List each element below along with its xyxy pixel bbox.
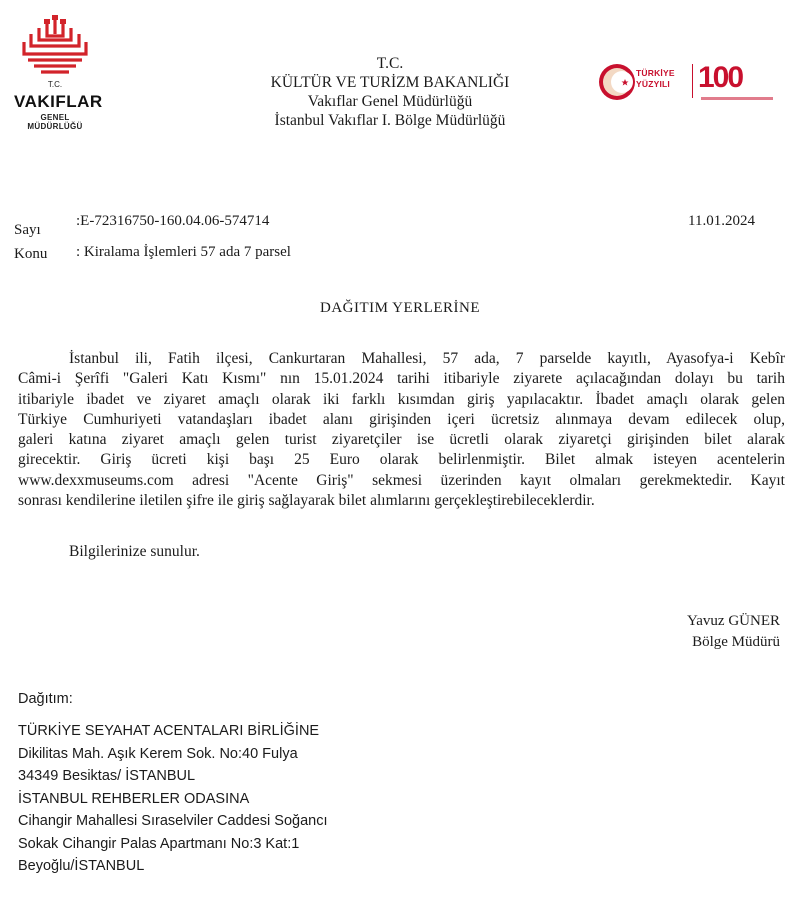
logo-name-text: VAKIFLAR <box>14 92 103 111</box>
turkiye-yuzyili-logo <box>598 60 778 110</box>
logo-sub-text: GENEL MÜDÜRLÜĞÜ <box>27 113 83 131</box>
distribution-line: Sokak Cihangir Palas Apartmanı No:3 Kat:1 <box>18 835 300 852</box>
header-ministry: KÜLTÜR VE TURİZM BAKANLIĞI <box>270 74 510 91</box>
distribution-list <box>18 720 327 878</box>
body-line: sonrası kendilerine iletilen şifre ile giriş sağlayarak bilet alımlarını gerçekleştirebileceklerdir. <box>18 492 595 510</box>
body-line: itibariyle ibadet ve ziyaret amaçlı olarak iki farklı kısımdan giriş yapılacaktır. İbadet amaçlı olarak gelen <box>18 390 785 408</box>
logo-tc-text: T.C. <box>47 80 63 89</box>
distribution-line: Beyoğlu/İSTANBUL <box>18 858 145 874</box>
distribution-line: Cihangir Mahallesi Sıraselviler Caddesi Soğancı <box>18 813 328 829</box>
vakiflar-logo <box>14 14 103 131</box>
sayi-value: :E-72316750-160.04.06-574714 <box>76 213 270 229</box>
body-line: Türkiye Cumhuriyeti vatandaşları ibadet alanı girişinden içeri ücretsiz alınmaya devam edilecek olup, <box>18 410 785 428</box>
distribution-line: İSTANBUL REHBERLER ODASINA <box>18 790 250 807</box>
body-line: İstanbul ili, Fatih ilçesi, Cankurtaran Mahallesi, 57 ada, 7 parselde kayıtlı, Ayasofya-i Kebîr <box>69 350 785 367</box>
distribution-label: Dağıtım: <box>18 691 73 707</box>
konu-value: : Kiralama İşlemleri 57 ada 7 parsel <box>76 244 291 260</box>
body-line: Câmi-i Şerîfi "Galeri Katı Kısmı" nın 15.01.2024 tarihi itibariyle ziyarete açılacağından dolayı bu tarih <box>18 370 785 388</box>
closing-text: Bilgilerinize sunulur. <box>69 543 200 560</box>
logo-turkiye-text: TÜRKİYE <box>636 68 675 78</box>
distribution-line: Dikilitas Mah. Aşık Kerem Sok. No:40 Fulya <box>18 745 298 762</box>
signature-block <box>560 611 780 653</box>
logo-tagline-bar <box>701 97 773 100</box>
document-title: DAĞITIM YERLERİNE <box>319 300 480 316</box>
signatory-title: Bölge Müdürü <box>692 634 780 650</box>
logo-100-text: 100 <box>698 61 743 94</box>
distribution-line: 34349 Besiktas/ İSTANBUL <box>18 768 196 784</box>
header-regional: İstanbul Vakıflar I. Bölge Müdürlüğü <box>274 112 506 129</box>
body-paragraph <box>18 349 785 511</box>
distribution-line: TÜRKİYE SEYAHAT ACENTALARI BİRLİĞİNE <box>18 723 320 739</box>
logo-yuzyili-text: YÜZYILI <box>636 79 670 89</box>
header-tc: T.C. <box>376 55 404 72</box>
logo-separator <box>692 64 693 98</box>
letterhead <box>200 54 580 130</box>
konu-label: Konu <box>14 246 48 262</box>
document-date: 11.01.2024 <box>688 213 755 229</box>
sayi-label: Sayı <box>14 222 41 238</box>
signatory-name: Yavuz GÜNER <box>686 613 780 629</box>
vakiflar-emblem-icon <box>14 14 96 80</box>
header-directorate: Vakıflar Genel Müdürlüğü <box>307 93 473 110</box>
body-line: galeri katına ziyaret amaçlı gelen turist ziyaretçiler ise ücretli olarak ziyaretçi girişinden bilet alarak <box>18 431 785 449</box>
crescent-star-icon <box>598 60 636 104</box>
body-line: girecektir. Giriş ücreti kişi başı 25 Euro olarak belirlenmiştir. Bilet almak isteyen acentelerin <box>18 451 785 469</box>
body-line: www.dexxmuseums.com adresi "Acente Giriş" sekmesi üzerinden kayıt olmaları gerekmektedir. Kayıt <box>18 471 785 489</box>
